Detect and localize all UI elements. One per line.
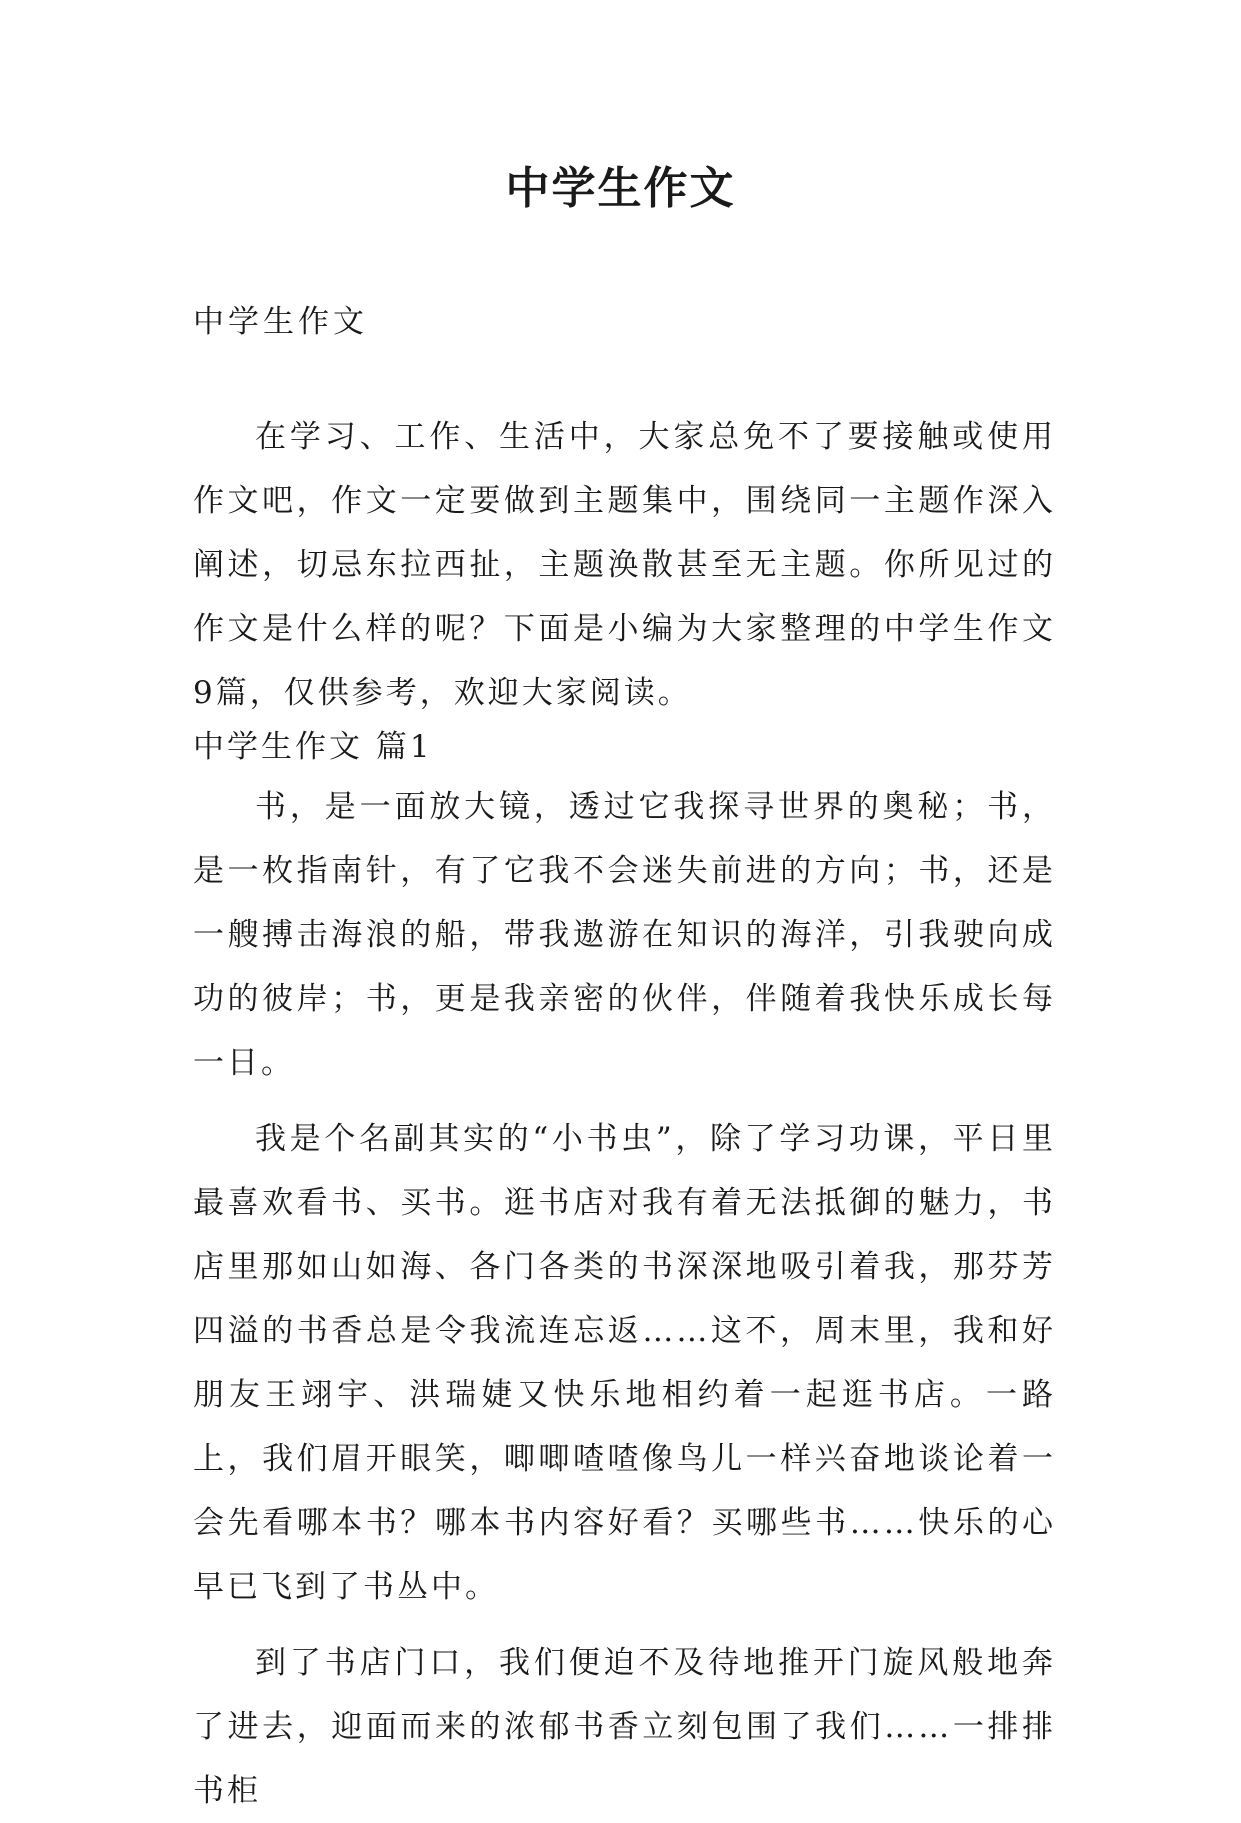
body-paragraph: 我是个名副其实的“小书虫”，除了学习功课，平日里最喜欢看书、买书。逛书店对我有着无法抵御的魅力，书店里那如山如海、各门各类的书深深地吸引着我，那芬芳四溢的书香总是令我流连忘返……这不，周末里，我和好朋友王翊宇、洪瑞婕又快乐地相约着一起逛书店。一路上，我们眉开眼笑，唧唧喳喳像鸟儿一样兴奋地谈论着一会先看哪本书？哪本书内容好看？买哪些书……快乐的心早已飞到了书丛中。	[193, 1121, 1056, 1605]
document-body	[193, 405, 1056, 1823]
section-heading: 中学生作文 篇1	[193, 729, 433, 765]
intro-paragraph: 在学习、工作、生活中，大家总免不了要接触或使用作文吧，作文一定要做到主题集中，围绕同一主题作深入阐述，切忌东拉西扯，主题涣散甚至无主题。你所见过的作文是什么样的呢？下面是小编为大家整理的中学生作文9篇，仅供参考，欢迎大家阅读。	[193, 419, 1056, 711]
body-paragraph: 到了书店门口，我们便迫不及待地推开门旋风般地奔了进去，迎面而来的浓郁书香立刻包围了我们……一排排书柜	[193, 1645, 1056, 1809]
body-paragraph: 书，是一面放大镜，透过它我探寻世界的奥秘；书，是一枚指南针，有了它我不会迷失前进的方向；书，还是一艘搏击海浪的船，带我遨游在知识的海洋，引我驶向成功的彼岸；书，更是我亲密的伙伴，伴随着我快乐成长每一日。	[193, 789, 1056, 1081]
document-subtitle: 中学生作文	[193, 304, 368, 340]
document-title: 中学生作文	[505, 163, 736, 214]
